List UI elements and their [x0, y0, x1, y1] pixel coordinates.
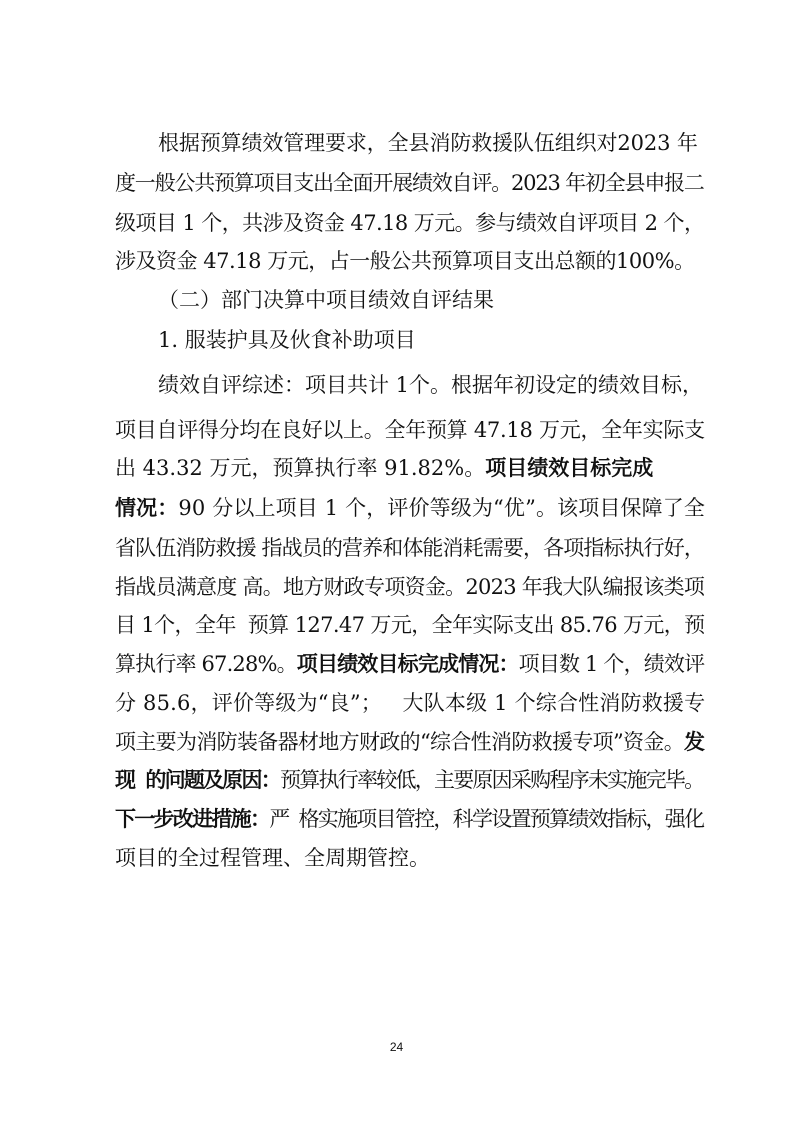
- text-line: [115, 806, 703, 832]
- text-line: [158, 327, 416, 353]
- bold-heading-text: 项目绩效目标完成: [485, 456, 654, 480]
- body-text: 级项目 1 个，共涉及资金 47.18 万元。参与绩效自评项目 2 个，: [115, 211, 705, 235]
- bold-heading-text: 下一步改进措施：: [115, 807, 270, 831]
- body-text: 涉及资金 47.18 万元，占一般公共预算项目支出总额的100%。: [115, 249, 695, 273]
- bold-heading-text: 发: [684, 730, 705, 754]
- body-text: 严 格实施项目管控，科学设置预算绩效指标，强化: [269, 807, 704, 831]
- text-line: [158, 130, 698, 156]
- text-line: [115, 574, 704, 600]
- body-text: 绩效自评综述：项目共计 1个。根据年初设定的绩效目标，: [158, 373, 704, 397]
- text-line: [115, 690, 705, 716]
- body-text: 项目自评得分均在良好以上。全年预算 47.18 万元，全年实际支: [115, 418, 705, 442]
- body-text: 指战员满意度 高。地方财政专项资金。2023 年我大队编报该类项: [115, 575, 705, 599]
- body-text: 算执行率 67.28%。: [115, 652, 297, 676]
- text-line: [115, 495, 705, 521]
- body-text: 项目的全过程管理、全周期管控。: [115, 846, 430, 870]
- body-text: （二）部门决算中项目绩效自评结果: [158, 288, 494, 312]
- text-line: [115, 729, 704, 755]
- body-text: 出 43.32 万元，预算执行率 91.82%。: [115, 456, 486, 480]
- body-text: 项目数 1 个，绩效评: [518, 652, 705, 676]
- text-line: [115, 767, 703, 793]
- body-text: 1. 服装护具及伙食补助项目: [158, 328, 416, 352]
- body-text: 目 1个，全年 预算 127.47 万元，全年实际支出 85.76 万元，预: [115, 613, 705, 637]
- text-line: [158, 372, 703, 398]
- text-line: [115, 417, 705, 443]
- text-line: [115, 210, 704, 236]
- text-line: [158, 287, 494, 313]
- body-text: 预算执行率较低，主要原因采购程序未实施完毕。: [280, 768, 704, 792]
- bold-heading-text: 情况：: [115, 496, 179, 520]
- text-line: [115, 170, 704, 196]
- text-line: [115, 248, 695, 274]
- text-line: [115, 455, 653, 481]
- bold-heading-text: 现 的问题及原因：: [115, 768, 281, 792]
- page-number: 24: [389, 1040, 404, 1054]
- body-text: 根据预算绩效管理要求，全县消防救援队伍组织对2023 年: [158, 131, 698, 155]
- body-text: 分 85.6，评价等级为“良”； 大队本级 1 个综合性消防救援专: [115, 691, 706, 715]
- text-line: [115, 535, 704, 561]
- body-text: 项主要为消防装备器材地方财政的“综合性消防救援专项”资金。: [115, 730, 685, 754]
- text-line: [115, 612, 705, 638]
- body-text: 省队伍消防救援 指战员的营养和体能消耗需要，各项指标执行好，: [115, 536, 704, 560]
- body-text: 度一般公共预算项目支出全面开展绩效自评。2023 年初全县申报二: [115, 171, 704, 195]
- text-line: [115, 651, 704, 677]
- body-text: 90 分以上项目 1 个，评价等级为“优”。该项目保障了全: [178, 496, 706, 520]
- bold-heading-text: 项目绩效目标完成情况：: [296, 652, 519, 676]
- text-line: [115, 845, 430, 871]
